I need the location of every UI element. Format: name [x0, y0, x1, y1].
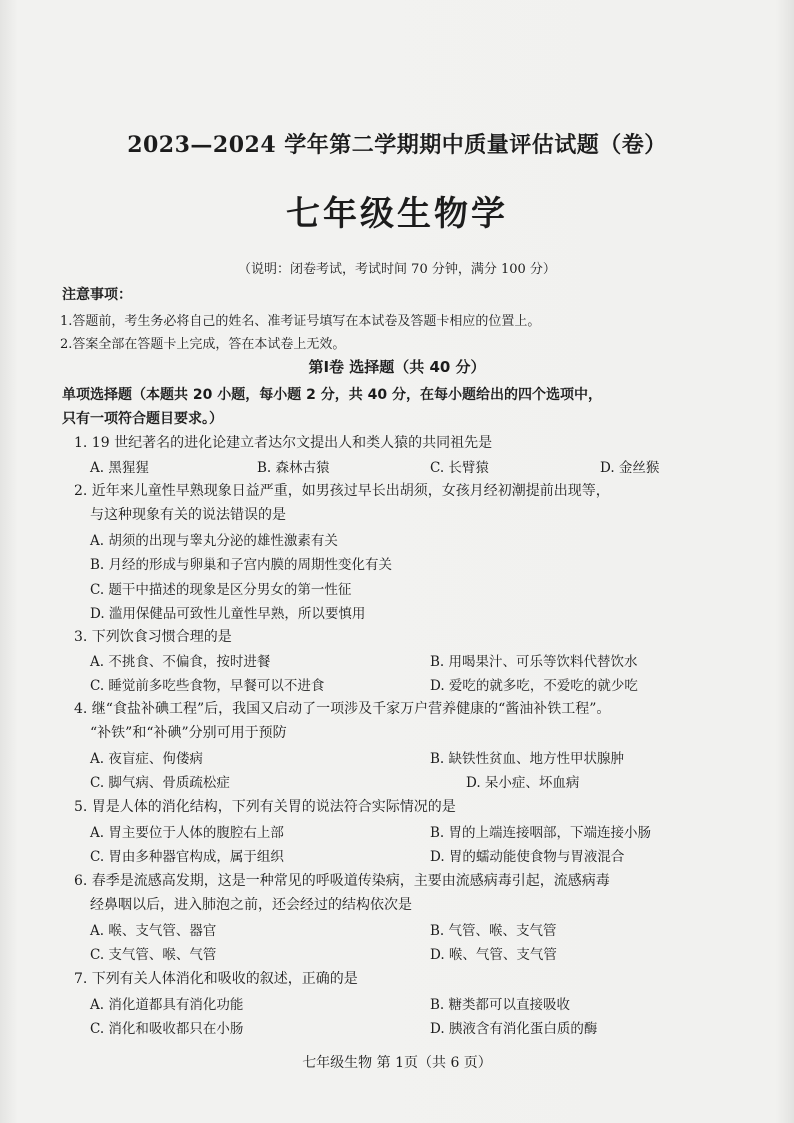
question-stem-continued: “补铁”和“补碘”分别可用于预防	[90, 725, 287, 741]
question-stem: 7. 下列有关人体消化和吸收的叙述，正确的是	[74, 971, 358, 987]
option-b: B. 糖类都可以直接吸收	[430, 997, 571, 1013]
question-stem: 1. 19 世纪著名的进化论建立者达尔文提出人和类人猿的共同祖先是	[74, 435, 493, 451]
page-footer: 七年级生物 第 1页（共 6 页）	[302, 1055, 492, 1071]
notice-item: 2.答案全部在答题卡上完成，答在本试卷上无效。	[60, 337, 346, 352]
option-d: D. 滥用保健品可致性儿童性早熟，所以要慎用	[90, 606, 366, 622]
notice-item: 1.答题前，考生务必将自己的姓名、准考证号填写在本试卷及答题卡相应的位置上。	[60, 314, 541, 329]
exam-note: （说明：闭卷考试，考试时间 70 分钟，满分 100 分）	[238, 262, 556, 277]
option-c: C. 长臂猿	[430, 460, 489, 476]
option-c: C. 支气管、喉、气管	[90, 947, 217, 963]
option-a: A. 喉、支气管、器官	[90, 923, 217, 939]
option-b: B. 气管、喉、支气管	[430, 923, 557, 939]
option-b: B. 缺铁性贫血、地方性甲状腺肿	[430, 751, 625, 767]
option-d: D. 胃的蠕动能使食物与胃液混合	[430, 849, 625, 865]
option-d: D. 胰液含有消化蛋白质的酶	[430, 1021, 598, 1037]
option-b: B. 月经的形成与卵巢和子宫内膜的周期性变化有关	[90, 557, 393, 573]
option-a: A. 黑猩猩	[90, 460, 149, 476]
option-b: B. 森林古猿	[257, 460, 330, 476]
notice-heading: 注意事项：	[62, 287, 132, 303]
option-c: C. 消化和吸收都只在小肠	[90, 1021, 244, 1037]
option-d: D. 金丝猴	[600, 460, 660, 476]
section-intro: 只有一项符合题目要求。）	[62, 411, 223, 427]
exam-title: 2023—2024 学年第二学期期中质量评估试题（卷）	[127, 132, 667, 158]
question-stem: 3. 下列饮食习惯合理的是	[74, 629, 232, 645]
option-b: B. 用喝果汁、可乐等饮料代替饮水	[430, 654, 638, 670]
question-stem: 4. 继“食盐补碘工程”后，我国又启动了一项涉及千家万户营养健康的“酱油补铁工程”。	[74, 701, 611, 717]
option-a: A. 不挑食、不偏食，按时进餐	[90, 654, 271, 670]
option-a: A. 消化道都具有消化功能	[90, 997, 244, 1013]
option-c: C. 脚气病、骨质疏松症	[90, 775, 230, 791]
option-d: D. 喉、气管、支气管	[430, 947, 557, 963]
question-stem-continued: 经鼻咽以后，进入肺泡之前，还会经过的结构依次是	[90, 897, 412, 913]
subject-title: 七年级生物学	[286, 194, 508, 234]
question-stem-continued: 与这种现象有关的说法错误的是	[90, 507, 286, 523]
section-title: 第Ⅰ卷 选择题（共 40 分）	[308, 358, 486, 376]
section-intro: 单项选择题（本题共 20 小题，每小题 2 分，共 40 分，在每小题给出的四个选项中，	[62, 387, 602, 403]
option-a: A. 夜盲症、佝偻病	[90, 751, 203, 767]
question-stem: 2. 近年来儿童性早熟现象日益严重，如男孩过早长出胡须，女孩月经初潮提前出现等，	[74, 483, 610, 499]
option-a: A. 胃主要位于人体的腹腔右上部	[90, 825, 284, 841]
option-c: C. 睡觉前多吃些食物，早餐可以不进食	[90, 678, 325, 694]
option-c: C. 胃由多种器官构成，属于组织	[90, 849, 284, 865]
option-a: A. 胡须的出现与睾丸分泌的雄性激素有关	[90, 533, 338, 549]
option-d: D. 呆小症、坏血病	[466, 775, 580, 791]
option-b: B. 胃的上端连接咽部，下端连接小肠	[430, 825, 652, 841]
question-stem: 5. 胃是人体的消化结构，下列有关胃的说法符合实际情况的是	[74, 799, 456, 815]
question-stem: 6. 春季是流感高发期，这是一种常见的呼吸道传染病，主要由流感病毒引起，流感病毒	[74, 873, 610, 889]
option-c: C. 题干中描述的现象是区分男女的第一性征	[90, 582, 352, 598]
option-d: D. 爱吃的就多吃，不爱吃的就少吃	[430, 678, 638, 694]
